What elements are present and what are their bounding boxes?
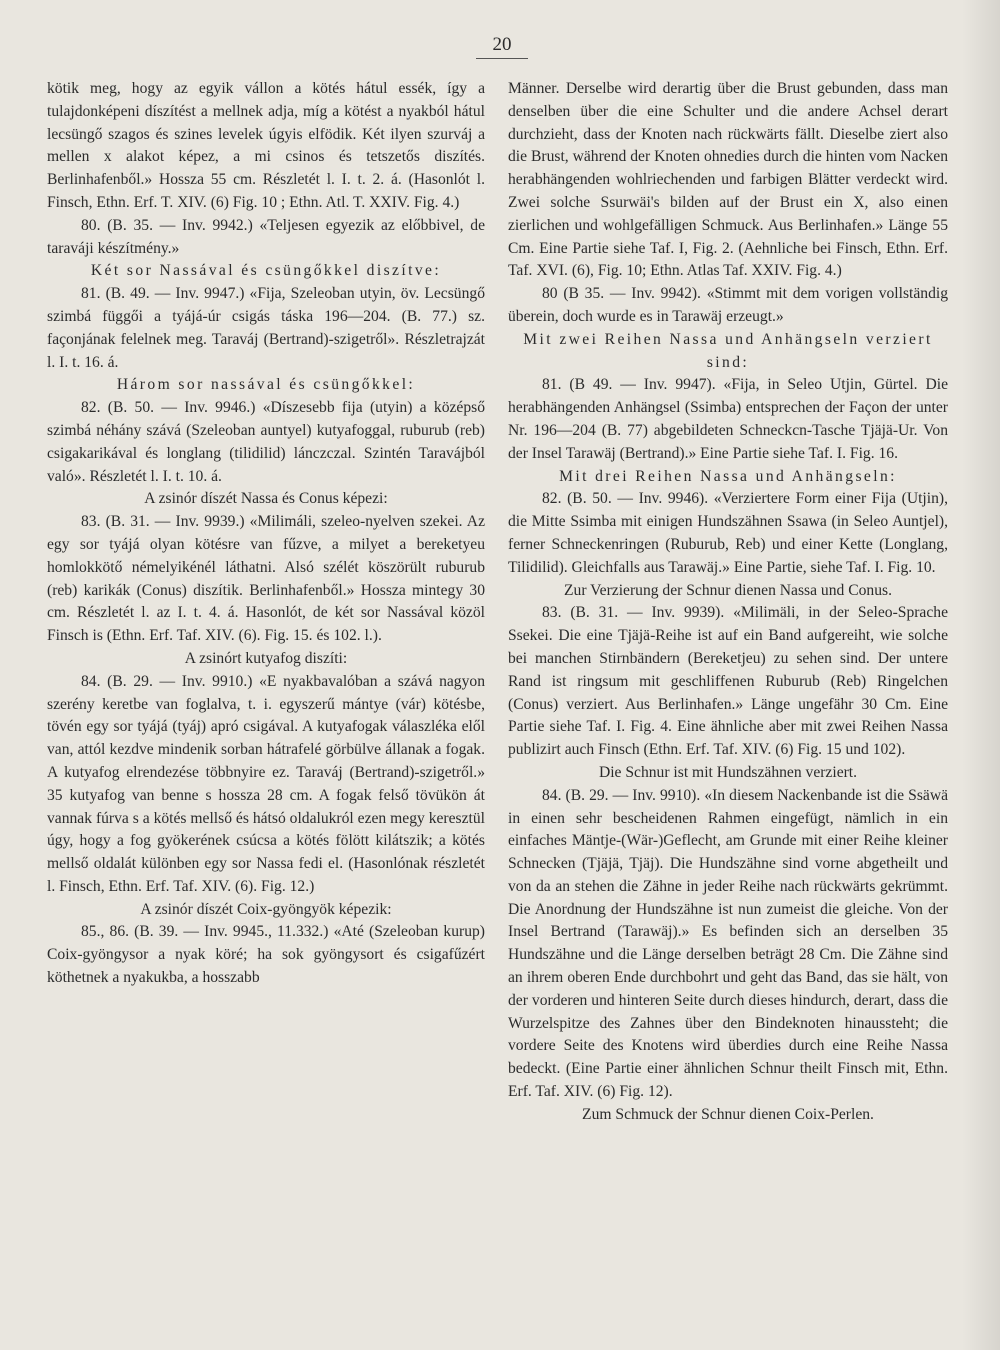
section-heading: A zsinór díszét Coix-gyöngyök képezik:: [140, 900, 392, 918]
section-heading: Zur Verzierung der Schnur dienen Nassa und Conus.: [564, 581, 892, 599]
paragraph: 81. (B. 49. — Inv. 9947.) «Fija, Szeleoban utyin, öv. Lecsüngő szimbá függői a tyájá-úr csigás táska 196—204. (B. 77.) sz. façonjának felelnek meg. Taraváj (Bertrand)-szigetről». Részletrajzát l. I. t. 16. á.: [47, 285, 485, 371]
section-heading: Két sor Nassával és csüngőkkel diszítve:: [90, 262, 442, 280]
paragraph: 84. (B. 29. — Inv. 9910.) «E nyakbavalóban a szává nagyon szerény keretbe van foglalva, t. i. egyszerű mántye (vár) kötésbe, tövén egy sor tyájá (tyáj) apró csigával. A kutyafogak válaszléka elől van, attól kezdve mindenik sorban hátrafelé görbülve állanak a fogak. A kutyafog elrendezése többnyire ez. Taraváj (Bertrand)-szigetről.» 35 kutyafog van benne s hossza 28 cm. A fogak felső tövükön át vannak fúrva s a kötés mellső és hátsó oldalukról ezen megy keresztül úgy, hogy a fog gyökerének csúcsa a kötés fölött kilátszik; a kötés mellső oldalát különben egy sor Nassa fedi el. (Hasonlónak részletét l. Finsch, Ethn. Erf. Taf. XIV. (6). Fig. 12.): [47, 672, 485, 895]
left-column-hungarian: [47, 78, 485, 990]
paragraph: 81. (B 49. — Inv. 9947). «Fija, in Seleo Utjin, Gürtel. Die herabhängenden Anhängsel (Ssimba) entsprechen der Façon der unter Nr. 196—204 (B. 77) abgebildeten Schneckcn-Tasche Tjäjä-Ur. Von der Insel Tarawäj (Bertrand).» Eine Partie siehe Taf. I. Fig. 16.: [508, 376, 948, 462]
paragraph: 80. (B. 35. — Inv. 9942.) «Teljesen egyezik az előbbivel, de taraváji készítmény.»: [47, 216, 485, 257]
page-number-rule: [476, 58, 528, 59]
section-heading: Zum Schmuck der Schnur dienen Coix-Perlen.: [582, 1105, 874, 1123]
paragraph: kötik meg, hogy az egyik vállon a kötés hátul essék, így a tulajdonképeni díszítést a mellnek adja, míg a kötést a nyakból hátul lecsüngő szagos és szines levelek úgyis elfödik. Két ilyen szurváj a mellen x alakot képez, a mi csinos és tetszetős diszítés. Berlinhafenből.» Hossza 55 cm. Részletét l. I. t. 2. á. (Hasonlót l. Finsch, Ethn. Erf. T. XIV. (6) Fig. 10 ; Ethn. Atl. T. XXIV. Fig. 4.): [47, 80, 485, 211]
paragraph: 83. (B. 31. — Inv. 9939). «Milimäli, in der Seleo-Sprache Ssekei. Die eine Tjäjä-Reihe ist auf ein Band aufgereiht, wie solche bei manchen Stirnbändern (Bereketjeu) zu sehen sind. Der untere Rand ist ringsum mit geschliffenen Ruburub (Reb) Ringelchen (Conus) verziert. Aus Berlinhafen.» Länge ungefähr 30 Cm. Eine Partie siehe Taf. I. Fig. 4. Eine ähnliche aber mit zwei Reihen Nassa publizirt auch Finsch (Ethn. Erf. Taf. XIV. (6) Fig. 15 und 102).: [508, 604, 948, 759]
section-heading: Három sor nassával és csüngőkkel:: [116, 376, 416, 394]
paragraph: 82. (B. 50. — Inv. 9946). «Verziertere Form einer Fija (Utjin), die Mitte Ssimba mit einigen Hundszähnen Ssawa (in Seleo Auntjel), ferner Schneckenringen (Ruburub, Reb) und einer Kette (Longlang, Tilidilid). Gleichfalls aus Tarawäj.» Eine Partie, siehe Taf. I. Fig. 10.: [508, 490, 948, 576]
section-heading: A zsinórt kutyafog diszíti:: [184, 649, 348, 667]
paragraph: 80 (B 35. — Inv. 9942). «Stimmt mit dem vorigen vollständig überein, doch wurde es in Tarawäj erzeugt.»: [508, 285, 948, 325]
section-heading: Mit drei Reihen Nassa und Anhängseln:: [559, 467, 897, 485]
paragraph: 85., 86. (B. 39. — Inv. 9945., 11.332.) «Até (Szeleoban kurup) Coix-gyöngysor a nyak köré; ha sok gyöngysort és csigafűzért köthetnek a nyakukba, a hosszabb: [47, 923, 485, 987]
section-heading: A zsinór díszét Nassa és Conus képezi:: [144, 490, 388, 508]
section-heading: Mit zwei Reihen Nassa und Anhängseln verziert sind:: [523, 330, 933, 371]
paragraph: 82. (B. 50. — Inv. 9946.) «Díszesebb fija (utyin) a középső szimbá néhány szává (Szeleoban auntyel) kutyafoggal, ruburub (reb) csigakarikával és longlang (tilidilid) lánczczal. Szintén Taravájból való». Részletét l. I. t. 10. á.: [47, 399, 485, 485]
paragraph: 83. (B. 31. — Inv. 9939.) «Milimáli, szeleo-nyelven szekei. Az egy sor tyájá olyan kötésre van fűzve, a milyet a bereketyeu homlokkötő némelyikénél láthatni. Alsó szélét köszörült ruburub (reb) karikák (Conus) diszítik. Berlinhafenből.» Hossza mintegy 30 cm. Részletét l. az I. t. 4. á. Hasonlót, de két sor Nassával közöl Finsch is (Ethn. Erf. Taf. XIV. (6). Fig. 15. és 102. l.).: [47, 513, 485, 645]
paragraph: Männer. Derselbe wird derartig über die Brust gebunden, dass man denselben über die eine Schulter und die andere Achsel derart durchzieht, dass der Knoten nach rückwärts fällt. Dieselbe ziert also die Brust, während der Knoten ohnedies durch die hinten vom Nacken herabhängenden wohlriechenden und farbigen Blätter verdeckt wird. Zwei solche Ssurwäi's bilden auf der Brust ein X, also einen zierlichen und wohlgefälligen Schmuck. Aus Berlinhafen.» Länge 55 Cm. Eine Partie siehe Taf. I, Fig. 2. (Aehnliche bei Finsch, Ethn. Erf. Taf. XVI. (6), Fig. 10; Ethn. Atlas Taf. XXIV. Fig. 4.): [508, 80, 948, 280]
section-heading: Die Schnur ist mit Hundszähnen verziert.: [598, 763, 858, 781]
page-number: 20: [492, 34, 512, 55]
right-column-german: [508, 78, 948, 1127]
page-edge-shadow: [962, 0, 1000, 1350]
paragraph: 84. (B. 29. — Inv. 9910). «In diesem Nackenbande ist die Ssäwä in einen sehr bescheidenen Rahmen eingefügt, nämlich in ein einfaches Mäntje-(Wär-)Geflecht, am Grunde mit einer Reihe kleiner Schnecken (Tjäjä, Tjäj). Die Hundszähne sind vorne abgetheilt und von da an stehen die Zähne in jeder Reihe nach rückwärts gekrümmt. Die Anordnung der Hundszähne ist nun zumeist die gleiche. Von der Insel Bertrand (Tarawäj).» Es befinden sich an derselben 35 Hundszähne und die Länge derselben beträgt 28 Cm. Die Zähne sind an ihrem oberen Ende durchbohrt und geht das Band, das sie hält, von der vorderen und hinteren Seite durch dieses hindurch, derart, dass die Wurzelspitze des Zahnes über den Bindeknoten hinaussteht; die vordere Seite des Knotens wird überdies durch eine Reihe Nassa bedeckt. (Eine Partie einer ähnlichen Schnur theilt Finsch mit, Ethn. Erf. Taf. XIV. (6) Fig. 12).: [508, 786, 948, 1101]
